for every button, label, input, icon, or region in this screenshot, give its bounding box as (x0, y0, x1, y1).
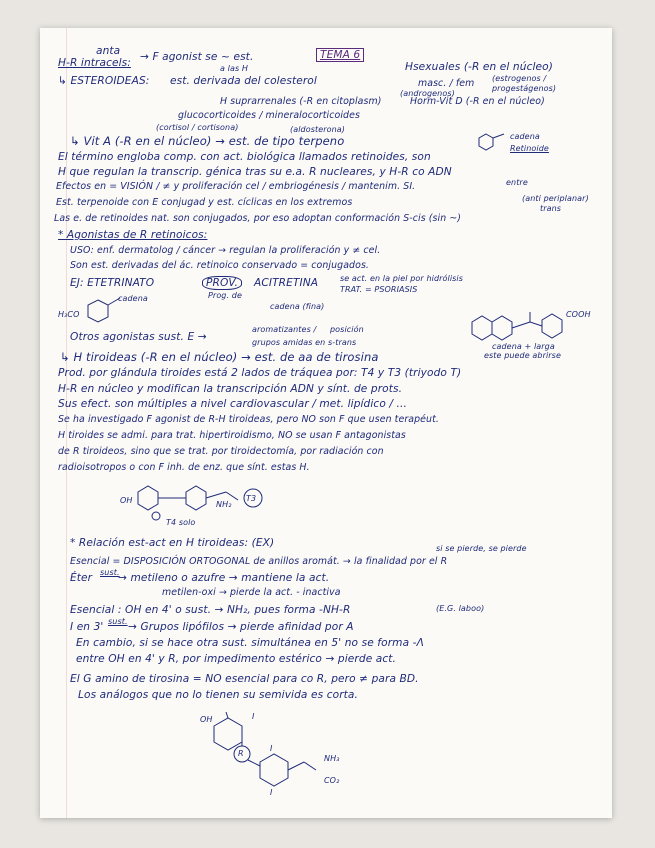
eter-desc: → metileno o azufre → mantiene la act. (118, 572, 330, 584)
sonest-line: Son est. derivadas del ác. retinoico conservado = conjugados. (70, 260, 370, 271)
agonistas-heading: * Agonistas de R retinoicos: (58, 229, 208, 241)
esencial-line: Esencial = DISPOSICIÓN ORTOGONAL de anillos aromát. → la finalidad por el R (70, 556, 448, 567)
retinoide-ring-icon (478, 132, 506, 154)
mol-i-bottom-label: I (270, 788, 273, 797)
tiroideas-line-2: H-R en núcleo y modifican la transcripción ADN y sínt. de prots. (58, 383, 403, 395)
t4-oh-label: OH (120, 496, 133, 505)
prog-de-note: Prog. de (208, 291, 242, 300)
abrirse-note: este puede abrirse (484, 351, 561, 360)
esteroideas-desc: est. derivada del colesterol (170, 75, 317, 87)
notebook-page (40, 28, 612, 818)
hsexuales-note: Hsexuales (-R en el núcleo) (405, 61, 553, 73)
i3-sust-label: sust. (108, 617, 128, 626)
tema-box: TEMA 6 (316, 48, 364, 62)
t4-nh2-label: NH₂ (216, 500, 232, 509)
vita-line-4: Est. terpenoide con E conjugad y est. cíclicas en los extremos (56, 197, 353, 208)
tiroideas-line-3: Sus efect. son múltiples a nivel cardiovascular / met. lipídico / ... (58, 398, 407, 410)
prov-label (202, 276, 242, 290)
hr-intracels-label: H-R intracels: (58, 57, 131, 69)
relacion-heading: * Relación est-act en H tiroideas: (EX) (70, 537, 275, 549)
acit-note-2: TRAT. = PSORIASIS (340, 285, 418, 294)
t4-solo-label: T4 solo (166, 518, 196, 527)
esteroideas-heading: ↳ ESTEROIDEAS: (58, 75, 150, 87)
cadena-fina-label: cadena (fina) (270, 302, 325, 311)
retinoide-label: Retinoide (510, 144, 549, 153)
esencial2-note: (E.G. laboo) (436, 604, 485, 613)
i3-label: I en 3' (70, 621, 104, 633)
metilen-line: metilen-oxi → pierde la act. - inactiva (162, 587, 341, 598)
cadena-label-2: cadena (118, 294, 148, 303)
mol-i-top-label: I (252, 712, 255, 721)
vita-line-5: Las e. de retinoides nat. son conjugados, por eso adoptan conformación S-cis (sin ~) (54, 213, 462, 224)
analogos-line: Los análogos que no lo tienen su semivida es corta. (78, 689, 358, 701)
tiroideas-line-7: radioisotropos o con F inh. de enz. que sínt. estas H. (58, 462, 310, 473)
antiperiplanar-note: (anti periplanar) (522, 194, 589, 203)
mol-i-mid-label: I (270, 744, 273, 753)
prov-circle: PROV. (202, 276, 242, 290)
tiroideas-line-6: de R tiroideos, sino que se trat. por tiroidectomía, por radiación con (58, 446, 384, 457)
vita-line-1: El término engloba comp. con act. biológica llamados retinoides, son (58, 151, 431, 163)
mol-r-label: R (238, 749, 244, 758)
esencial2-line: Esencial : OH en 4' o sust. → NH₂, pues forma -NH-R (70, 604, 351, 616)
horm-vit-d-note: Horm-Vit D (-R en el núcleo) (410, 96, 545, 107)
suprarrenales-note: H suprarrenales (-R en citoplasm) (220, 96, 382, 107)
ej-etetrinato: EJ: ETETRINATO (70, 277, 155, 289)
vita-line-3: Efectos en = VISIÓN / ≠ y proliferación cel / embriogénesis / mantenim. SI. (56, 181, 416, 192)
masc-fem: masc. / fem (418, 78, 475, 89)
cortisol-note: (cortisol / cortisona) (156, 123, 239, 132)
acit-note-1: se act. en la piel por hidrólisis (340, 274, 464, 283)
tiroideas-line-1: Prod. por glándula tiroides está 2 lados de tráquea por: T4 y T3 (triyodo T) (58, 367, 462, 379)
acitretina-label: ACITRETINA (254, 277, 319, 289)
mol-oh-label: OH (200, 715, 213, 724)
tema-title (316, 48, 364, 62)
gamino-line: El G amino de tirosina = NO esencial para co R, pero ≠ para BD. (70, 673, 419, 685)
cooh-label: COOH (566, 310, 591, 319)
mol-nh3-label: NH₃ (324, 754, 340, 763)
uso-line: USO: enf. dermatolog / cáncer → regulan la proliferación y ≠ cel. (70, 245, 381, 256)
t3-label: T3 (246, 494, 257, 503)
agonist-note: → F agonist se ~ est. (140, 51, 254, 63)
mol-co2-label: CO₂ (324, 776, 340, 785)
eter-label: Éter (70, 572, 93, 584)
cadena-larga-note: cadena + larga (492, 342, 555, 351)
posicion-note: posición (330, 325, 364, 334)
aromatizantes-note: aromatizantes / (252, 325, 317, 334)
vita-line-2: H que regulan la transcrip. génica tras su e.a. R nucleares, y H-R co ADN (58, 166, 452, 178)
header-note-bottom: a las H (220, 64, 248, 73)
entre-note: entre (506, 178, 528, 187)
glucocorticoides-note: glucocorticoides / mineralocorticoides (178, 110, 360, 121)
header-note-top: anta (96, 45, 121, 57)
eter-sust-label: sust. (100, 568, 120, 577)
aldosterona-note: (aldosterona) (290, 125, 346, 134)
vit-a-heading: ↳ Vit A (-R en el núcleo) → est. de tipo terpeno (70, 134, 345, 148)
otros-agonistas: Otros agonistas sust. E → (70, 331, 207, 343)
trans-note: trans (540, 204, 562, 213)
cadena-label: cadena (510, 132, 540, 141)
entre-oh-line: entre OH en 4' y R, por impedimento estérico → pierde act. (76, 653, 397, 665)
si-pierde-note: si se pierde, se pierde (436, 544, 527, 553)
en-cambio-line: En cambio, si se hace otra sust. simultánea en 5' no se forma -Λ (76, 637, 424, 649)
tiroideas-heading: ↳ H tiroideas (-R en el núcleo) → est. de aa de tirosina (60, 350, 379, 364)
androgenos-note: (androgenos) (400, 89, 455, 98)
h3co-label: H₃CO (58, 310, 80, 319)
estrogenos-note: (estrogenos / progestágenos) (492, 74, 557, 93)
i3-desc: → Grupos lipófilos → pierde afinidad por A (128, 621, 354, 633)
grupos-amidas-note: grupos amidas en s-trans (252, 338, 357, 347)
tiroideas-line-4: Se ha investigado F agonist de R-H tiroideas, pero NO son F que usen terapéut. (58, 414, 439, 425)
tiroideas-line-5: H tiroides se admi. para trat. hipertiroidismo, NO se usan F antagonistas (58, 430, 406, 441)
